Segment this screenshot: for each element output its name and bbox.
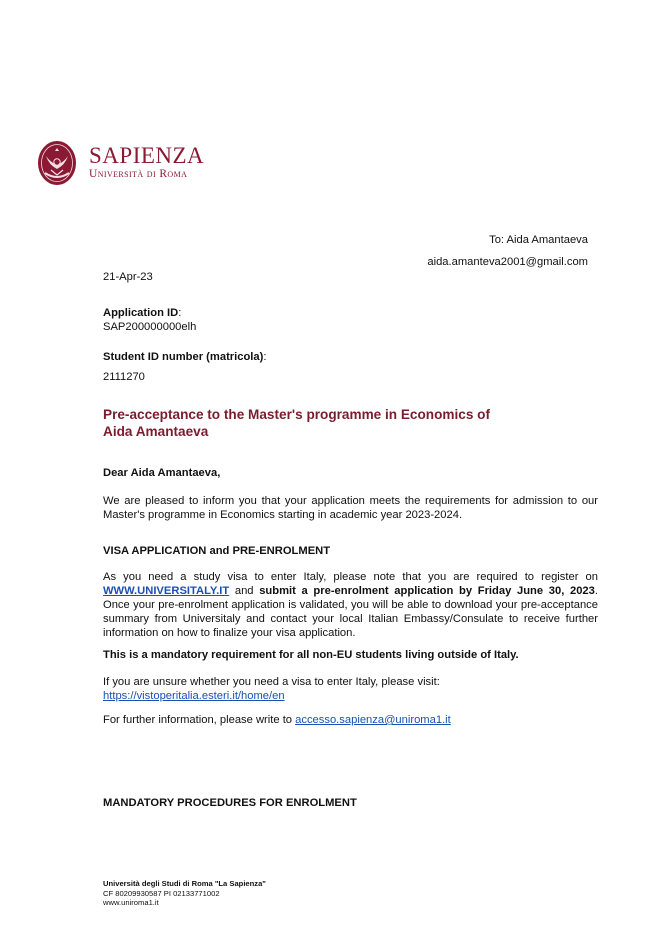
brand-name-small: Università di Roma [89,168,188,180]
student-id-label: Student ID number (matricola) [103,351,264,363]
intro-paragraph: We are pleased to inform you that your application meets the requirements for admission to our Master's programme in Economics starting in academic year 2023-2024. [103,495,598,521]
footer-tax-codes: CF 80209930587 PI 02133771002 [103,888,220,898]
visa-check-link[interactable]: https://vistoperitalia.esteri.it/home/en [103,690,285,702]
letter-title: Pre-acceptance to the Master's programme in Economics of Aida Amantaeva [103,407,490,439]
application-id-label: Application ID [103,307,179,319]
footer [103,879,266,908]
recipient-email: aida.amanteva2001@gmail.com [427,256,588,268]
letter-date: 21-Apr-23 [103,271,153,283]
deadline-text: submit a pre-enrolment application by Friday June 30, 2023 [259,585,595,597]
application-id-block: Application ID: SAP200000000elh [103,307,197,333]
visa-section-heading: VISA APPLICATION and PRE-ENROLMENT [103,545,331,557]
sapienza-logo [37,140,207,190]
visa-paragraph: As you need a study visa to enter Italy, please note that you are required to register on WWW.UNIVERSITALY.IT and submit a pre-enrolment application by Friday June 30, 2023. Once your pre-enrolment application is validated, you will be able to download your pre-acceptance summary from Universitaly and contact your local Italian Embassy/Consulate to receive further information on how to finalize your visa application. [103,571,598,639]
brand-name [89,144,204,181]
procedures-heading: MANDATORY PROCEDURES FOR ENROLMENT [103,797,357,809]
greeting: Dear Aida Amantaeva, [103,467,221,479]
brand-name-big: SAPIENZA [89,143,205,168]
application-id-value: SAP200000000elh [103,321,197,333]
recipient-block [288,233,588,269]
contact-email-link[interactable]: accesso.sapienza@uniroma1.it [295,714,451,726]
university-seal-icon [37,140,77,186]
mandatory-note: This is a mandatory requirement for all non-EU students living outside of Italy. [103,649,519,661]
student-id-value: 2111270 [103,371,145,383]
recipient-name: To: Aida Amantaeva [489,234,588,246]
footer-website: www.uniroma1.it [103,898,159,907]
visa-check-block [103,675,440,703]
further-info: For further information, please write to accesso.sapienza@uniroma1.it [103,714,451,726]
universitaly-link[interactable]: WWW.UNIVERSITALY.IT [103,585,230,597]
student-id-block: Student ID number (matricola): 2111270 [103,351,267,383]
visa-check-text: If you are unsure whether you need a visa to enter Italy, please visit: [103,676,440,688]
footer-university-name: Università degli Studi di Roma "La Sapienza" [103,879,266,888]
